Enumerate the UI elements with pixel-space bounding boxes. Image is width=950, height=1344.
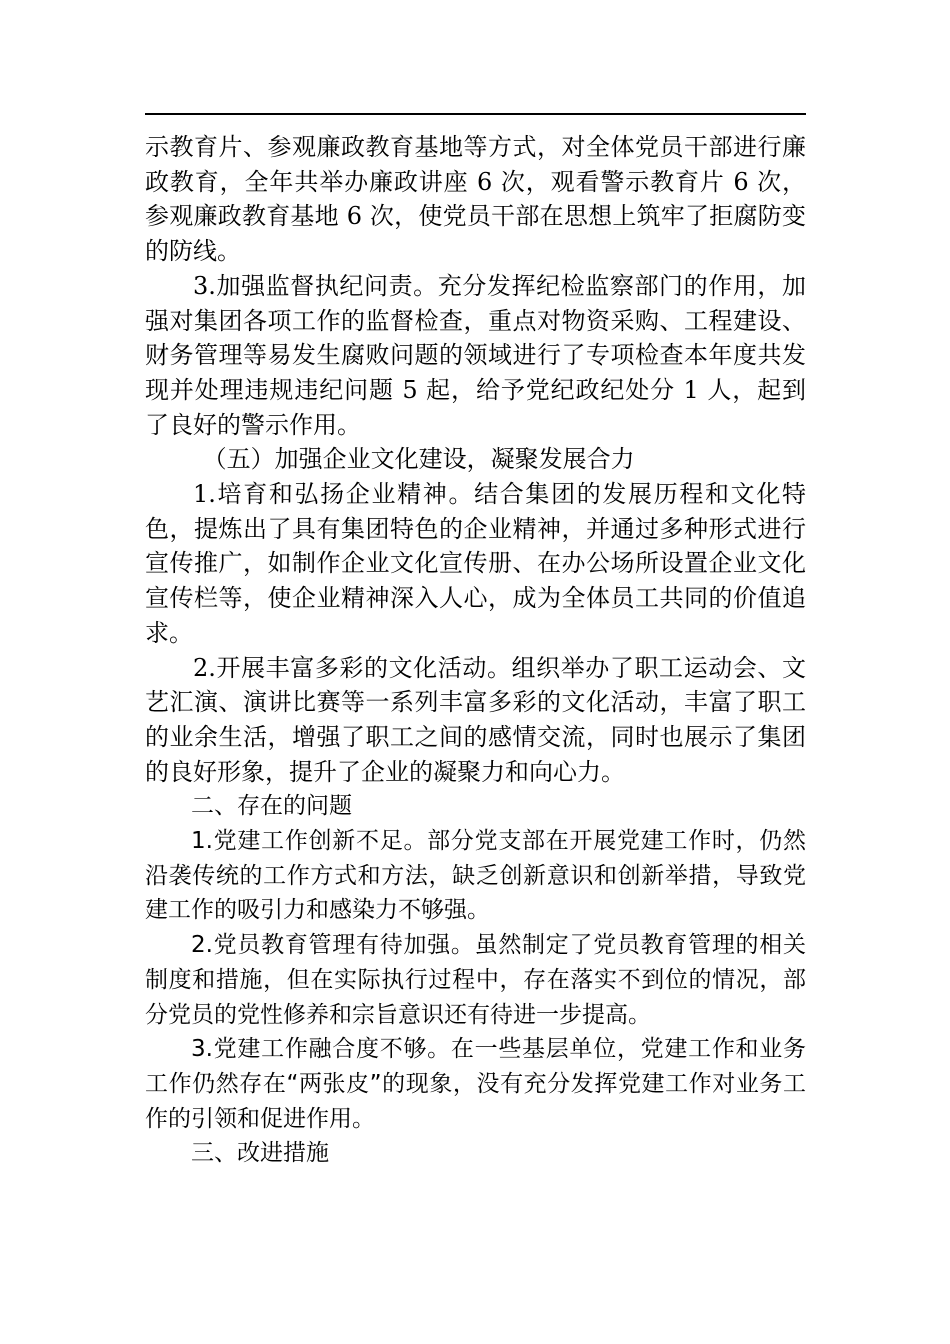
paragraph-problem-education: 2.党员教育管理有待加强。虽然制定了党员教育管理的相关制度和措施，但在实际执行过程中，存在落实不到位的情况，部分党员的党性修养和宗旨意识还有待进一步提高。 — [145, 932, 806, 1028]
section-heading-improvements: 三、改进措施 — [191, 1140, 329, 1167]
document-body — [145, 130, 806, 1171]
paragraph-problem-innovation: 1.党建工作创新不足。部分党支部在开展党建工作时，仍然沿袭传统的工作方式和方法，缺乏创新意识和创新举措，导致党建工作的吸引力和感染力不够强。 — [145, 828, 806, 924]
paragraph-cultural-activities: 2.开展丰富多彩的文化活动。组织举办了职工运动会、文艺汇演、演讲比赛等一系列丰富多彩的文化活动，丰富了职工的业余生活，增强了职工之间的感情交流，同时也展示了集团的良好形象，提升了企业的凝聚力和向心力。 — [145, 653, 806, 786]
section-heading-culture: （五）加强企业文化建设，凝聚发展合力 — [202, 445, 635, 474]
section-heading-problems: 二、存在的问题 — [191, 793, 352, 820]
paragraph-problem-integration: 3.党建工作融合度不够。在一些基层单位，党建工作和业务工作仍然存在“两张皮”的现象，没有充分发挥党建工作对业务工作的引领和促进作用。 — [145, 1036, 806, 1132]
header-rule — [145, 113, 806, 115]
paragraph-enterprise-spirit: 1.培育和弘扬企业精神。结合集团的发展历程和文化特色，提炼出了具有集团特色的企业精神，并通过多种形式进行宣传推广，如制作企业文化宣传册、在办公场所设置企业文化宣传栏等，使企业精神深入人心，成为全体员工共同的价值追求。 — [145, 480, 806, 647]
paragraph-continuation: 示教育片、参观廉政教育基地等方式，对全体党员干部进行廉政教育，全年共举办廉政讲座 6 次，观看警示教育片 6 次，参观廉政教育基地 6 次，使党员干部在思想上筑牢了拒腐防变的防线。 — [145, 133, 806, 266]
paragraph-supervision: 3.加强监督执纪问责。充分发挥纪检监察部门的作用，加强对集团各项工作的监督检查，重点对物资采购、工程建设、财务管理等易发生腐败问题的领域进行了专项检查本年度共发现并处理违规违纪问题 5 起，给予党纪政纪处分 1 人，起到了良好的警示作用。 — [145, 271, 806, 439]
